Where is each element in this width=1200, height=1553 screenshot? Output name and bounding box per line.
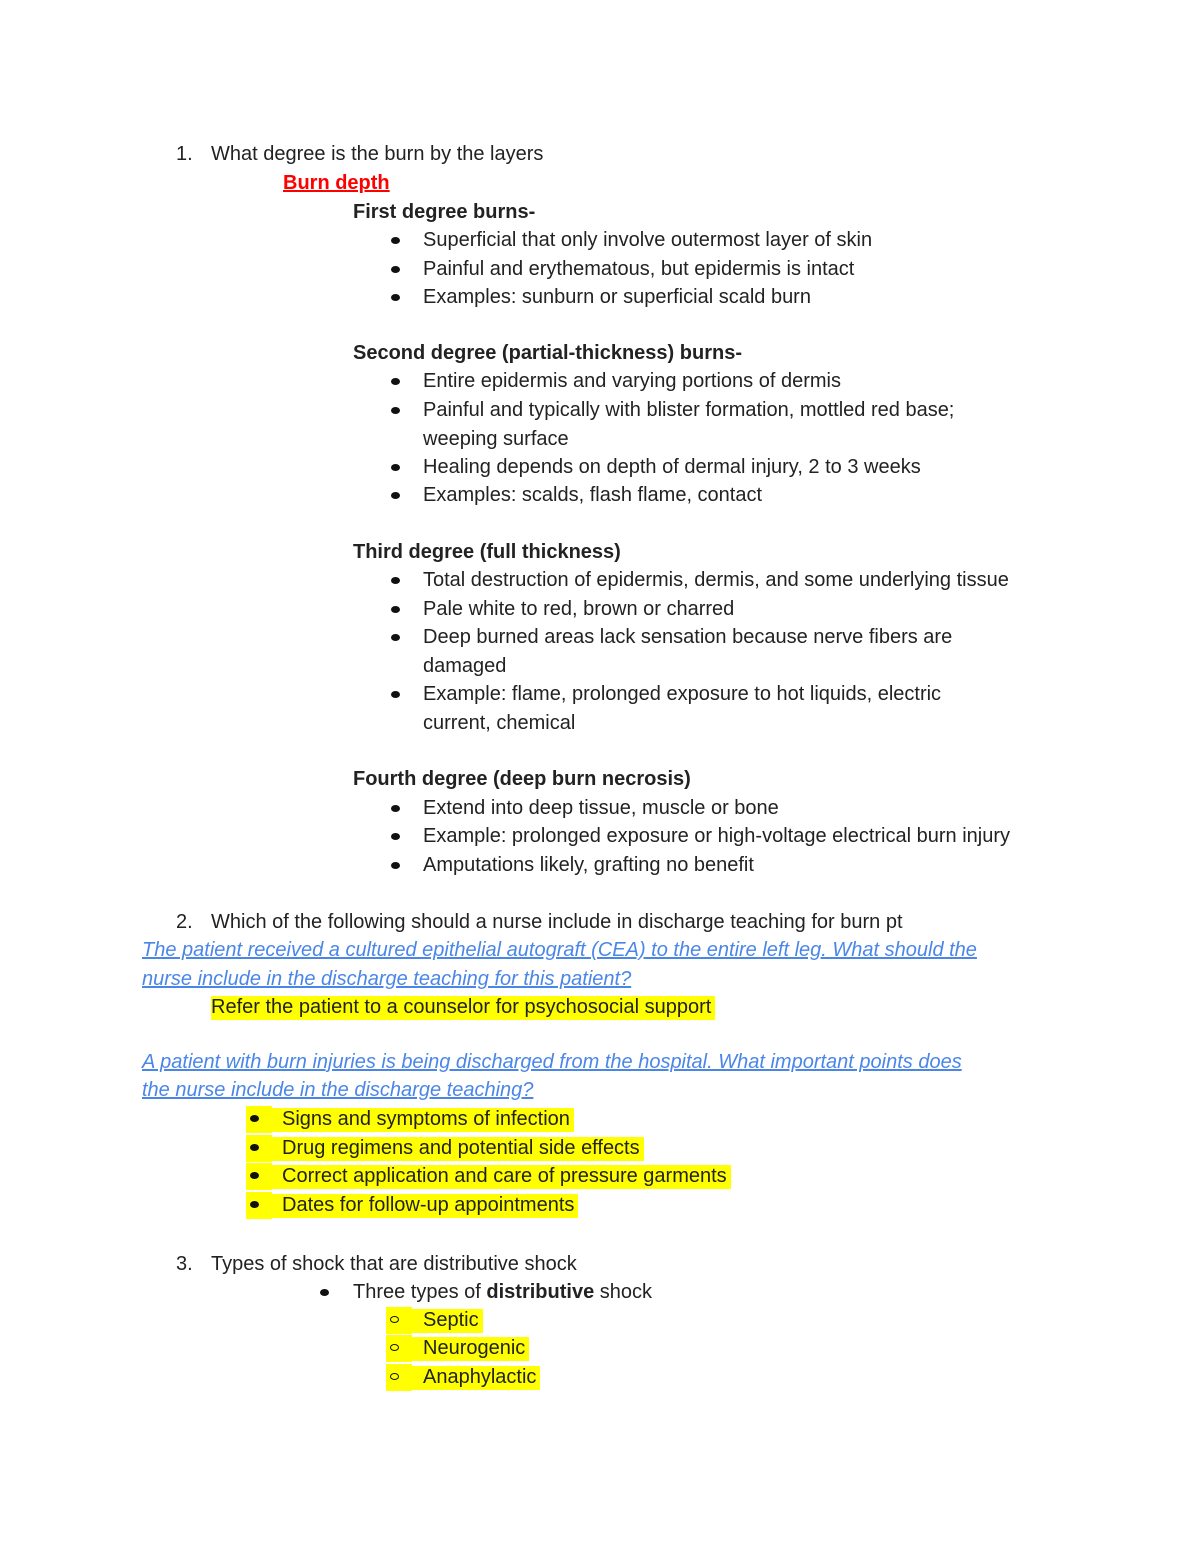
fourth-degree-item: Extend into deep tissue, muscle or bone — [423, 797, 779, 819]
q2-answer2-item: Signs and symptoms of infection — [272, 1108, 574, 1132]
q1-question: What degree is the burn by the layers — [211, 143, 544, 165]
bullet-icon — [391, 492, 400, 499]
third-degree-item: Example: flame, prolonged exposure to hot liquids, electric — [423, 683, 942, 705]
third-degree-title: Third degree (full thickness) — [353, 541, 621, 563]
bullet-icon — [391, 577, 400, 584]
fourth-degree-item: Amputations likely, grafting no benefit — [423, 854, 754, 876]
circle-bullet-icon — [390, 1373, 399, 1380]
q2-scenario1-line2: nurse include in the discharge teaching for this patient? — [142, 968, 632, 990]
q3-number: 3. — [176, 1253, 193, 1275]
q2-number: 2. — [176, 911, 193, 933]
bullet-icon — [391, 266, 400, 273]
bullet-icon — [250, 1201, 259, 1208]
third-degree-item-cont: damaged — [423, 655, 507, 677]
q3-type-item: Anaphylactic — [412, 1366, 540, 1390]
q3-lead — [353, 1280, 652, 1306]
bullet-icon — [391, 606, 400, 613]
first-degree-title: First degree burns- — [353, 201, 536, 223]
first-degree-item: Examples: sunburn or superficial scald burn — [423, 286, 811, 308]
third-degree-item-cont: current, chemical — [423, 712, 576, 734]
bullet-icon — [320, 1289, 329, 1296]
bullet-icon — [250, 1172, 259, 1179]
bullet-icon — [250, 1144, 259, 1151]
q2-scenario2-line1: A patient with burn injuries is being discharged from the hospital. What important points does — [142, 1051, 962, 1073]
first-degree-item: Superficial that only involve outermost layer of skin — [423, 229, 873, 251]
bullet-icon — [391, 407, 400, 414]
circle-bullet-icon — [390, 1344, 399, 1351]
burn-depth-heading: Burn depth — [283, 172, 390, 194]
q2-question: Which of the following should a nurse include in discharge teaching for burn pt — [211, 911, 903, 933]
bullet-icon — [391, 634, 400, 641]
bullet-icon — [391, 294, 400, 301]
second-degree-item-cont: weeping surface — [423, 428, 569, 450]
q3-question: Types of shock that are distributive shock — [211, 1253, 577, 1275]
third-degree-item: Total destruction of epidermis, dermis, and some underlying tissue — [423, 569, 1009, 591]
second-degree-item: Healing depends on depth of dermal injury, 2 to 3 weeks — [423, 456, 921, 478]
bullet-icon — [391, 833, 400, 840]
third-degree-item: Deep burned areas lack sensation because nerve fibers are — [423, 626, 953, 648]
bullet-icon — [391, 862, 400, 869]
q2-answer2-item: Drug regimens and potential side effects — [272, 1137, 644, 1161]
bullet-icon — [391, 805, 400, 812]
q2-answer2-item: Correct application and care of pressure garments — [272, 1165, 731, 1189]
second-degree-title: Second degree (partial-thickness) burns- — [353, 342, 742, 364]
q2-scenario2-line2: the nurse include in the discharge teaching? — [142, 1079, 534, 1101]
first-degree-item: Painful and erythematous, but epidermis is intact — [423, 258, 855, 280]
q1-number: 1. — [176, 143, 193, 165]
bullet-icon — [391, 237, 400, 244]
fourth-degree-item: Example: prolonged exposure or high-voltage electrical burn injury — [423, 825, 1010, 847]
q2-scenario1-line1: The patient received a cultured epithelial autograft (CEA) to the entire left leg. What should the — [142, 939, 977, 961]
q3-type-item: Neurogenic — [412, 1337, 529, 1361]
q2-answer2-item: Dates for follow-up appointments — [272, 1194, 578, 1218]
q3-type-item: Septic — [412, 1309, 483, 1333]
fourth-degree-title: Fourth degree (deep burn necrosis) — [353, 768, 691, 790]
second-degree-item: Examples: scalds, flash flame, contact — [423, 484, 763, 506]
q3-lead-after: shock — [594, 1281, 653, 1303]
bullet-icon — [250, 1115, 259, 1122]
bullet-icon — [391, 378, 400, 385]
bullet-icon — [391, 691, 400, 698]
q2-answer1: Refer the patient to a counselor for psychosocial support — [211, 996, 715, 1020]
second-degree-item: Painful and typically with blister formation, mottled red base; — [423, 399, 955, 421]
q3-lead-before: Three types of — [353, 1281, 487, 1303]
bullet-icon — [391, 464, 400, 471]
third-degree-item: Pale white to red, brown or charred — [423, 598, 735, 620]
circle-bullet-icon — [390, 1316, 399, 1323]
second-degree-item: Entire epidermis and varying portions of dermis — [423, 370, 841, 392]
q3-lead-bold: distributive — [486, 1281, 595, 1303]
